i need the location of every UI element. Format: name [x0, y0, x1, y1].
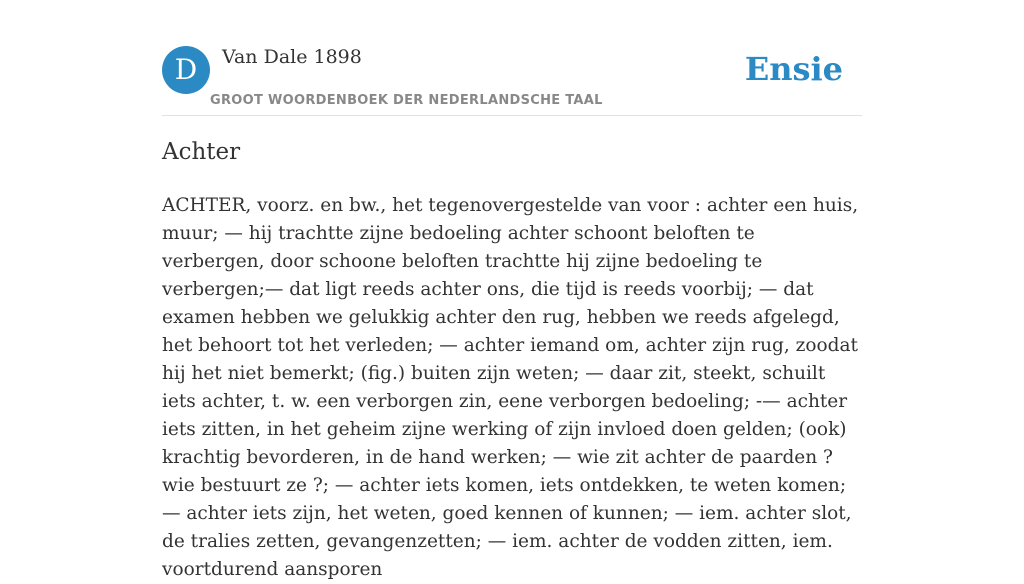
dictionary-title[interactable]: Van Dale 1898 [222, 46, 362, 68]
entry-definition: ACHTER, voorz. en bw., het tegenovergestelde van voor : achter een huis, muur; — hij trachtte zijne bedoeling achter schoont beloften te verbergen, door schoone beloften trachtte hij zijne bedoeling te verbergen;— dat ligt reeds achter ons, die tijd is reeds voorbij; — dat examen hebben we gelukkig achter den rug, hebben we reeds afgelegd, het behoort tot het verleden; — achter iemand om, achter zijn rug, zoodat hij het niet bemerkt; (fig.) buiten zijn weten; — daar zit, steekt, schuilt iets achter, t. w. een verborgen zin, eene verborgen bedoeling; -— achter iets zitten, in het geheim zijne werking of zijn invloed doen gelden; (ook) krachtig bevorderen, in de hand werken; — wie zit achter de paarden ? wie bestuurt ze ?; — achter iets komen, iets ontdekken, te weten komen; — achter iets zijn, het weten, goed kennen of kunnen; — iem. achter slot, de tralies zetten, gevangenzetten; — iem. achter de vodden zitten, iem. voortdurend aansporen [162, 195, 859, 580]
ensie-brand-link[interactable]: Ensie [744, 50, 843, 88]
header-divider [162, 115, 862, 116]
site-header [162, 46, 862, 116]
dictionary-subtitle: GROOT WOORDENBOEK DER NEDERLANDSCHE TAAL [210, 93, 603, 108]
dictionary-logo-badge[interactable]: D [162, 46, 210, 94]
entry-title: Achter [162, 139, 241, 165]
